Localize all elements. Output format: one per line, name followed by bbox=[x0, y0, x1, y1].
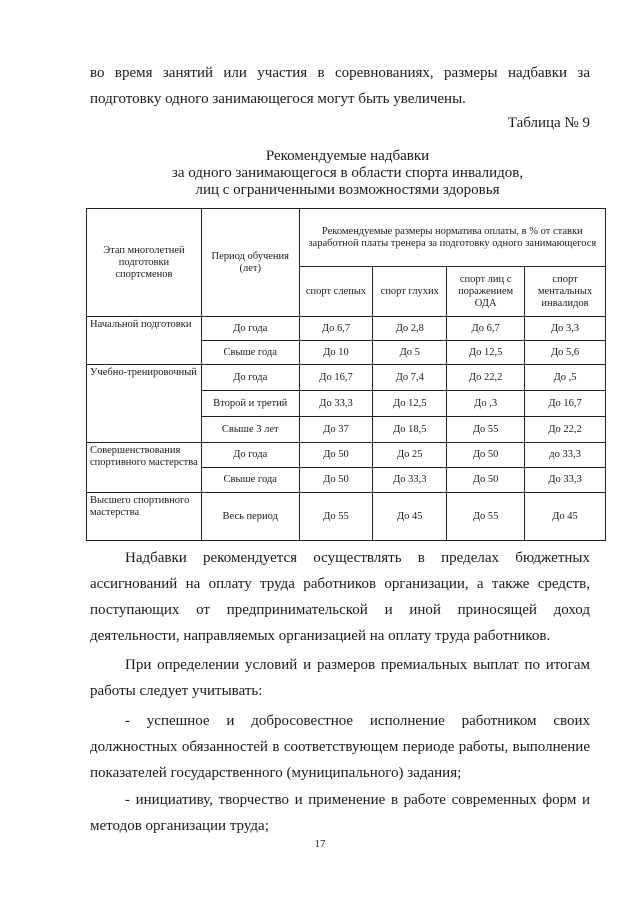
para2-line-2: работы следует учитывать: bbox=[90, 683, 263, 699]
value-cell: До 16,7 bbox=[299, 365, 373, 391]
value-cell: До ,5 bbox=[525, 365, 606, 391]
period-cell: Свыше года bbox=[201, 341, 299, 365]
period-cell: Свыше года bbox=[201, 468, 299, 493]
stage-cell: Учебно-тренировочный bbox=[87, 365, 202, 443]
bullet2-line-2: методов организации труда; bbox=[90, 818, 269, 834]
table-row bbox=[87, 493, 606, 541]
value-cell: до 33,3 bbox=[525, 443, 606, 468]
period-cell: Свыше 3 лет bbox=[201, 417, 299, 443]
value-cell: До 55 bbox=[447, 417, 525, 443]
header-stage: Этап многолетней подготовки спортсменов bbox=[87, 209, 202, 317]
value-cell: До ,3 bbox=[447, 391, 525, 417]
value-cell: До 5 bbox=[373, 341, 447, 365]
bullet2-line-1: - инициативу, творчество и применение в работе современных форм и bbox=[125, 792, 590, 808]
intro-line-2: подготовку одного занимающегося могут быть увеличены. bbox=[90, 91, 466, 107]
stage-cell: Высшего спортивного мастерства bbox=[87, 493, 202, 541]
intro-line-1: во время занятий или участия в соревнованиях, размеры надбавки за bbox=[90, 65, 590, 81]
table-label: Таблица № 9 bbox=[507, 115, 590, 131]
value-cell: До 55 bbox=[299, 493, 373, 541]
value-cell: До 3,3 bbox=[525, 317, 606, 341]
period-cell: Второй и третий bbox=[201, 391, 299, 417]
period-cell: Весь период bbox=[201, 493, 299, 541]
value-cell: До 33,3 bbox=[299, 391, 373, 417]
value-cell: До 50 bbox=[299, 468, 373, 493]
para2-line-1: При определении условий и размеров премиальных выплат по итогам bbox=[125, 657, 590, 673]
value-cell: До 22,2 bbox=[447, 365, 525, 391]
value-cell: До 16,7 bbox=[525, 391, 606, 417]
para1-line-2: ассигнований на оплату труда работников организации, а также средств, bbox=[90, 576, 590, 592]
value-cell: До 2,8 bbox=[373, 317, 447, 341]
table-row bbox=[87, 317, 606, 341]
header-blind: спорт слепых bbox=[299, 267, 373, 317]
header-period: Период обучения (лет) bbox=[201, 209, 299, 317]
value-cell: До 5,6 bbox=[525, 341, 606, 365]
stage-cell: Начальной подготовки bbox=[87, 317, 202, 365]
para1-line-3: поступающих от предпринимательской и иной приносящей доход bbox=[90, 602, 590, 618]
value-cell: До 50 bbox=[299, 443, 373, 468]
page-number: 17 bbox=[314, 838, 326, 850]
table-title-line-2: за одного занимающегося в области спорта инвалидов, bbox=[171, 165, 524, 181]
value-cell: До 18,5 bbox=[373, 417, 447, 443]
value-cell: До 12,5 bbox=[447, 341, 525, 365]
bullet1-line-1: - успешное и добросовестное исполнение работником своих bbox=[125, 713, 590, 729]
period-cell: До года bbox=[201, 443, 299, 468]
value-cell: До 50 bbox=[447, 443, 525, 468]
stage-cell: Совершенствования спортивного мастерства bbox=[87, 443, 202, 493]
bullet1-line-2: должностных обязанностей в соответствующем периоде работы, выполнение bbox=[90, 739, 590, 755]
value-cell: До 25 bbox=[373, 443, 447, 468]
table-title-line-1: Рекомендуемые надбавки bbox=[265, 148, 430, 164]
table-title bbox=[90, 148, 605, 199]
header-rate-group: Рекомендуемые размеры норматива оплаты, в % от ставки заработной платы тренера за подготовку одного занимающегося bbox=[299, 209, 605, 267]
para1-line-4: деятельности, направляемых организацией на оплату труда работников. bbox=[90, 628, 551, 644]
header-deaf: спорт глухих bbox=[373, 267, 447, 317]
value-cell: До 50 bbox=[447, 468, 525, 493]
value-cell: До 33,3 bbox=[525, 468, 606, 493]
table-row bbox=[87, 443, 606, 468]
para1-line-1: Надбавки рекомендуется осуществлять в пределах бюджетных bbox=[125, 550, 590, 566]
value-cell: До 33,3 bbox=[373, 468, 447, 493]
table-row bbox=[87, 365, 606, 391]
surcharge-table bbox=[86, 208, 606, 541]
value-cell: До 6,7 bbox=[299, 317, 373, 341]
value-cell: До 45 bbox=[373, 493, 447, 541]
header-mental: спорт ментальных инвалидов bbox=[525, 267, 606, 317]
period-cell: До года bbox=[201, 317, 299, 341]
value-cell: До 7,4 bbox=[373, 365, 447, 391]
header-oda: спорт лиц с поражением ОДА bbox=[447, 267, 525, 317]
value-cell: До 45 bbox=[525, 493, 606, 541]
value-cell: До 55 bbox=[447, 493, 525, 541]
period-cell: До года bbox=[201, 365, 299, 391]
value-cell: До 37 bbox=[299, 417, 373, 443]
value-cell: До 12,5 bbox=[373, 391, 447, 417]
table-title-line-3: лиц с ограниченными возможностями здоровья bbox=[195, 182, 500, 198]
value-cell: До 10 bbox=[299, 341, 373, 365]
bullet1-line-3: показателей государственного (муниципального) задания; bbox=[90, 765, 462, 781]
value-cell: До 6,7 bbox=[447, 317, 525, 341]
value-cell: До 22,2 bbox=[525, 417, 606, 443]
